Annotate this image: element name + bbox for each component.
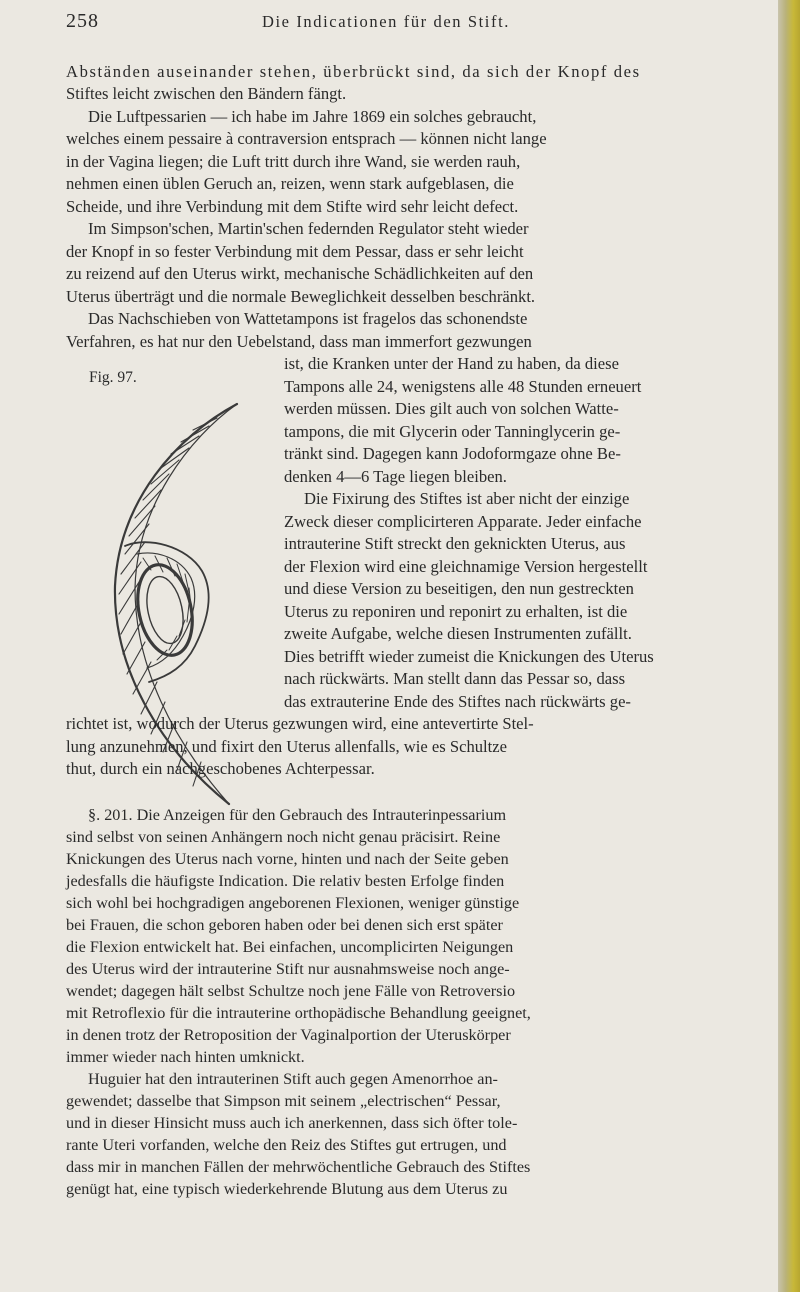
text-line: werden müssen. Dies gilt auch von solchen Watte- xyxy=(284,399,619,418)
text-line: und in dieser Hinsicht muss auch ich anerkennen, dass sich öfter tole- xyxy=(66,1114,518,1132)
text-line: bei Frauen, die schon geboren haben oder bei denen sich erst später xyxy=(66,916,503,934)
text-line: Das Nachschieben von Wattetampons ist fragelos das schonendste xyxy=(88,309,528,328)
text-line: das extrauterine Ende des Stiftes nach rückwärts ge- xyxy=(284,692,631,711)
text-line: nach rückwärts. Man stellt dann das Pessar so, dass xyxy=(284,669,626,688)
text-line: Uterus überträgt und die normale Beweglichkeit desselben beschränkt. xyxy=(66,287,536,306)
text-line: in denen trotz der Retroposition der Vaginalportion der Uteruskörper xyxy=(66,1026,511,1044)
text-line: mit Retroflexio für die intrauterine orthopädische Behandlung geeignet, xyxy=(66,1004,531,1022)
text-line: welches einem pessaire à contraversion entsprach — können nicht lange xyxy=(66,129,547,148)
figure-label: Fig. 97. xyxy=(89,369,137,386)
text-line: nehmen einen üblen Geruch an, reizen, wenn stark aufgeblasen, die xyxy=(66,174,514,193)
text-line: tampons, die mit Glycerin oder Tanninglycerin ge- xyxy=(284,422,621,441)
text-line: lung anzunehmen, und fixirt den Uterus allenfalls, wie es Schultze xyxy=(66,737,507,756)
text-line: die Flexion entwickelt hat. Bei einfachen, uncomplicirten Neigungen xyxy=(66,938,514,956)
text-line: der Flexion wird eine gleichnamige Version hergestellt xyxy=(284,557,648,576)
text-line: Verfahren, es hat nur den Uebelstand, dass man immerfort gezwungen xyxy=(66,332,532,351)
text-line: Knickungen des Uterus nach vorne, hinten und nach der Seite geben xyxy=(66,850,509,868)
text-line: Abständen auseinander stehen, überbrückt sind, da sich der Knopf des xyxy=(66,62,641,81)
text-line: dass mir in manchen Fällen der mehrwöchentliche Gebrauch des Stiftes xyxy=(66,1158,531,1176)
text-line: denken 4—6 Tage liegen bleiben. xyxy=(284,467,507,486)
text-line: zweite Aufgabe, welche diesen Instrumenten zufällt. xyxy=(284,624,632,643)
text-line: zu reizend auf den Uterus wirkt, mechanische Schädlichkeiten auf den xyxy=(66,264,534,283)
text-line: tränkt sind. Dagegen kann Jodoformgaze ohne Be- xyxy=(284,444,621,463)
text-line: intrauterine Stift streckt den geknickten Uterus, aus xyxy=(284,534,626,553)
text-line: Im Simpson'schen, Martin'schen federnden Regulator steht wieder xyxy=(88,219,529,238)
page-header xyxy=(66,10,706,40)
text-line: Scheide, und ihre Verbindung mit dem Stifte wird sehr leicht defect. xyxy=(66,197,519,216)
page-number: 258 xyxy=(66,10,99,32)
text-line: immer wieder nach hinten umknickt. xyxy=(66,1048,305,1066)
text-line: Tampons alle 24, wenigstens alle 48 Stunden erneuert xyxy=(284,377,642,396)
text-line: Dies betrifft wieder zumeist die Knickungen des Uterus xyxy=(284,647,654,666)
text-line: der Knopf in so fester Verbindung mit dem Pessar, dass er sehr leicht xyxy=(66,242,524,261)
text-line: gewendet; dasselbe that Simpson mit seinem „electrischen“ Pessar, xyxy=(66,1092,501,1110)
running-head: Die Indicationen für den Stift. xyxy=(261,12,510,31)
text-line: thut, durch ein nachgeschobenes Achterpessar. xyxy=(66,759,375,778)
text-line: Stiftes leicht zwischen den Bändern fängt. xyxy=(66,84,347,103)
text-line: wendet; dagegen hält selbst Schultze noch jene Fälle von Retroversio xyxy=(66,982,516,1000)
page-edge xyxy=(778,0,800,1292)
text-line: Uterus zu reponiren und reponirt zu erhalten, ist die xyxy=(284,602,628,621)
text-line: Die Fixirung des Stiftes ist aber nicht der einzige xyxy=(304,489,630,508)
text-line: sind selbst von seinen Anhängern noch nicht genau präcisirt. Reine xyxy=(66,828,501,846)
text-line: richtet ist, wodurch der Uterus gezwungen wird, eine antevertirte Stel- xyxy=(66,714,534,733)
text-line: des Uterus wird der intrauterine Stift nur ausnahmsweise noch ange- xyxy=(66,960,510,978)
text-line: Die Luftpessarien — ich habe im Jahre 1869 ein solches gebraucht, xyxy=(88,107,537,126)
text-line: in der Vagina liegen; die Luft tritt durch ihre Wand, sie werden rauh, xyxy=(66,152,521,171)
text-line: genügt hat, eine typisch wiederkehrende Blutung aus dem Uterus zu xyxy=(66,1180,508,1198)
text-line: Huguier hat den intrauterinen Stift auch gegen Amenorrhoe an- xyxy=(88,1070,498,1088)
text-line: §. 201. Die Anzeigen für den Gebrauch des Intrauterinpessarium xyxy=(88,806,507,824)
text-line: und diese Version zu beseitigen, den nun gestreckten xyxy=(284,579,634,598)
text-line: jedesfalls die häufigste Indication. Die relativ besten Erfolge finden xyxy=(66,872,505,890)
text-line: ist, die Kranken unter der Hand zu haben, da diese xyxy=(284,354,619,373)
text-line: sich wohl bei hochgradigen angeborenen Flexionen, weniger günstige xyxy=(66,894,520,912)
text-line: rante Uteri vorfanden, welche den Reiz des Stiftes gut ertrugen, und xyxy=(66,1136,507,1154)
text-line: Zweck dieser complicirteren Apparate. Jeder einfache xyxy=(284,512,642,531)
